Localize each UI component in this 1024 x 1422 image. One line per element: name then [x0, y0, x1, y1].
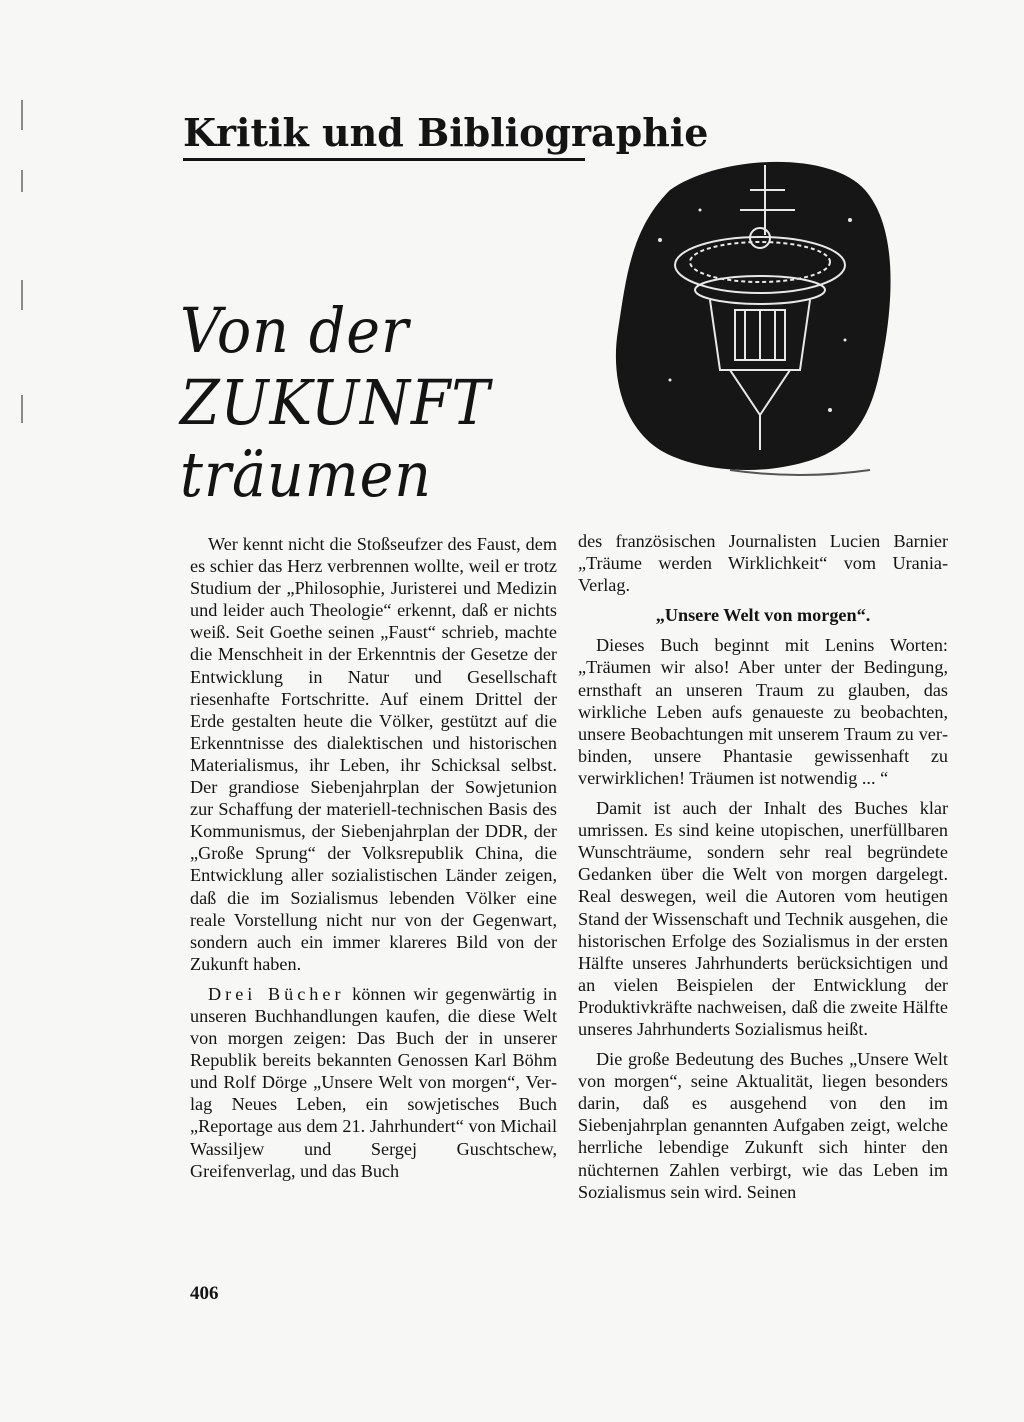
illustration-dark-background [616, 162, 891, 470]
margin-rule-3 [21, 280, 23, 310]
margin-rule-2 [21, 170, 23, 192]
page-number: 406 [190, 1283, 219, 1304]
left-column [190, 533, 557, 1190]
book-subheading: „Unsere Welt von morgen“. [655, 605, 871, 626]
left-paragraph-2 [190, 983, 557, 1182]
margin-rule-top [21, 100, 23, 130]
title-line-2: ZUKUNFT [180, 366, 491, 439]
spaced-emphasis: Drei Bücher [208, 983, 345, 1004]
margin-rule-4 [21, 395, 23, 423]
right-paragraph-1: des französischen Journalisten Lucien Barnier „Träume werden Wirklichkeit“ vom Urania-Verlag. [578, 531, 948, 596]
section-heading: Kritik und Bibliographie [183, 110, 585, 161]
right-paragraph-4: Die große Bedeutung des Buches „Unsere Welt von morgen“, seine Aktualität, liegen besonders darin, daß es ausgehend von den im Siebenjahrplan genannten Aufgaben zeigt, welche herrliche lebendige Zukunft sich hinter den nüchternen Zahlen verbirgt, wie das Leben im Sozialismus sein wird. Seinen [578, 1049, 948, 1202]
left-paragraph-1: Wer kennt nicht die Stoßseufzer des Faust, dem es schier das Herz verbrennen wollte, weil er trotz Studium der „Philosophie, Juristerei und Medizin und leider auch Theologie“ erkennt, daß er nichts weiß. Seit Goethe seinen „Faust“ schrieb, machte die Menschheit in der Erkenntnis der Gesetze der Entwicklung in Natur und Gesellschaft riesenhafte Fortschritte. Auf einem Drittel der Erde gestalten heute die Völker, gestützt auf die Erkenntnisse des dialektischen und historischen Materialismus, ihr Leben, ihr Schicksal selbst. Der grandiose Siebenjahrplan der Sowjetunion zur Schaffung der materiell-technischen Basis des Kommunismus, der Siebenjahrplan der DDR, der „Große Sprung“ der Volksrepublik China, die Entwicklung aller sozialistischen Länder zeigen, daß die im Sozialismus lebenden Völker eine reale Vorstellung nicht nur von der Gegenwart, sondern auch ein immer klareres Bild von der Zukunft haben. [190, 534, 557, 974]
right-column [578, 530, 948, 1211]
right-paragraph-3: Damit ist auch der Inhalt des Buches klar umrissen. Es sind keine utopischen, unerfüllbaren Wunschträume, sondern sehr real begründete Gedanken über die Welt von morgen dargelegt. Real deswegen, weil die Autoren vom heutigen Stand der Wissenschaft und Technik ausgehen, die historischen Erfolge des Sozialismus in der ersten Hälfte unseres Jahrhunderts berücksichtigen und an vielen Beispielen der Entwicklung der Produktivkräfte nachweisen, daß die zweite Hälfte unseres Jahrhunderts Sozialismus heißt. [578, 798, 948, 1039]
article-title [180, 295, 539, 511]
space-station-illustration [600, 150, 900, 510]
left-paragraph-2-text: können wir gegenwärtig in unseren Buchhandlungen kaufen, die diese Welt von morgen zeigen: Das Buch der in unserer Republik bereits bekannten Genossen Karl Böhm und Rolf Dörge „Unsere Welt von morgen“, Verlag Neues Leben, ein sowjetisches Buch „Reportage aus dem 21. Jahrhundert“ von Michail Wassiljew und Sergej Guschtschew, Greifenverlag, und das Buch [190, 983, 557, 1181]
right-paragraph-2: Dieses Buch beginnt mit Lenins Worten: „Träumen wir also! Aber unter der Bedingung, ernsthaft an unseren Traum zu glauben, das wirkliche Leben aufs genaueste zu beobachten, unsere Beobachtungen mit unserem Traum zu verbinden, unsere Phantasie gewissenhaft zu verwirklichen! Träumen ist notwendig ... “ [578, 635, 948, 788]
title-line-1: Von der [180, 294, 410, 367]
title-line-3: träumen [180, 438, 432, 511]
